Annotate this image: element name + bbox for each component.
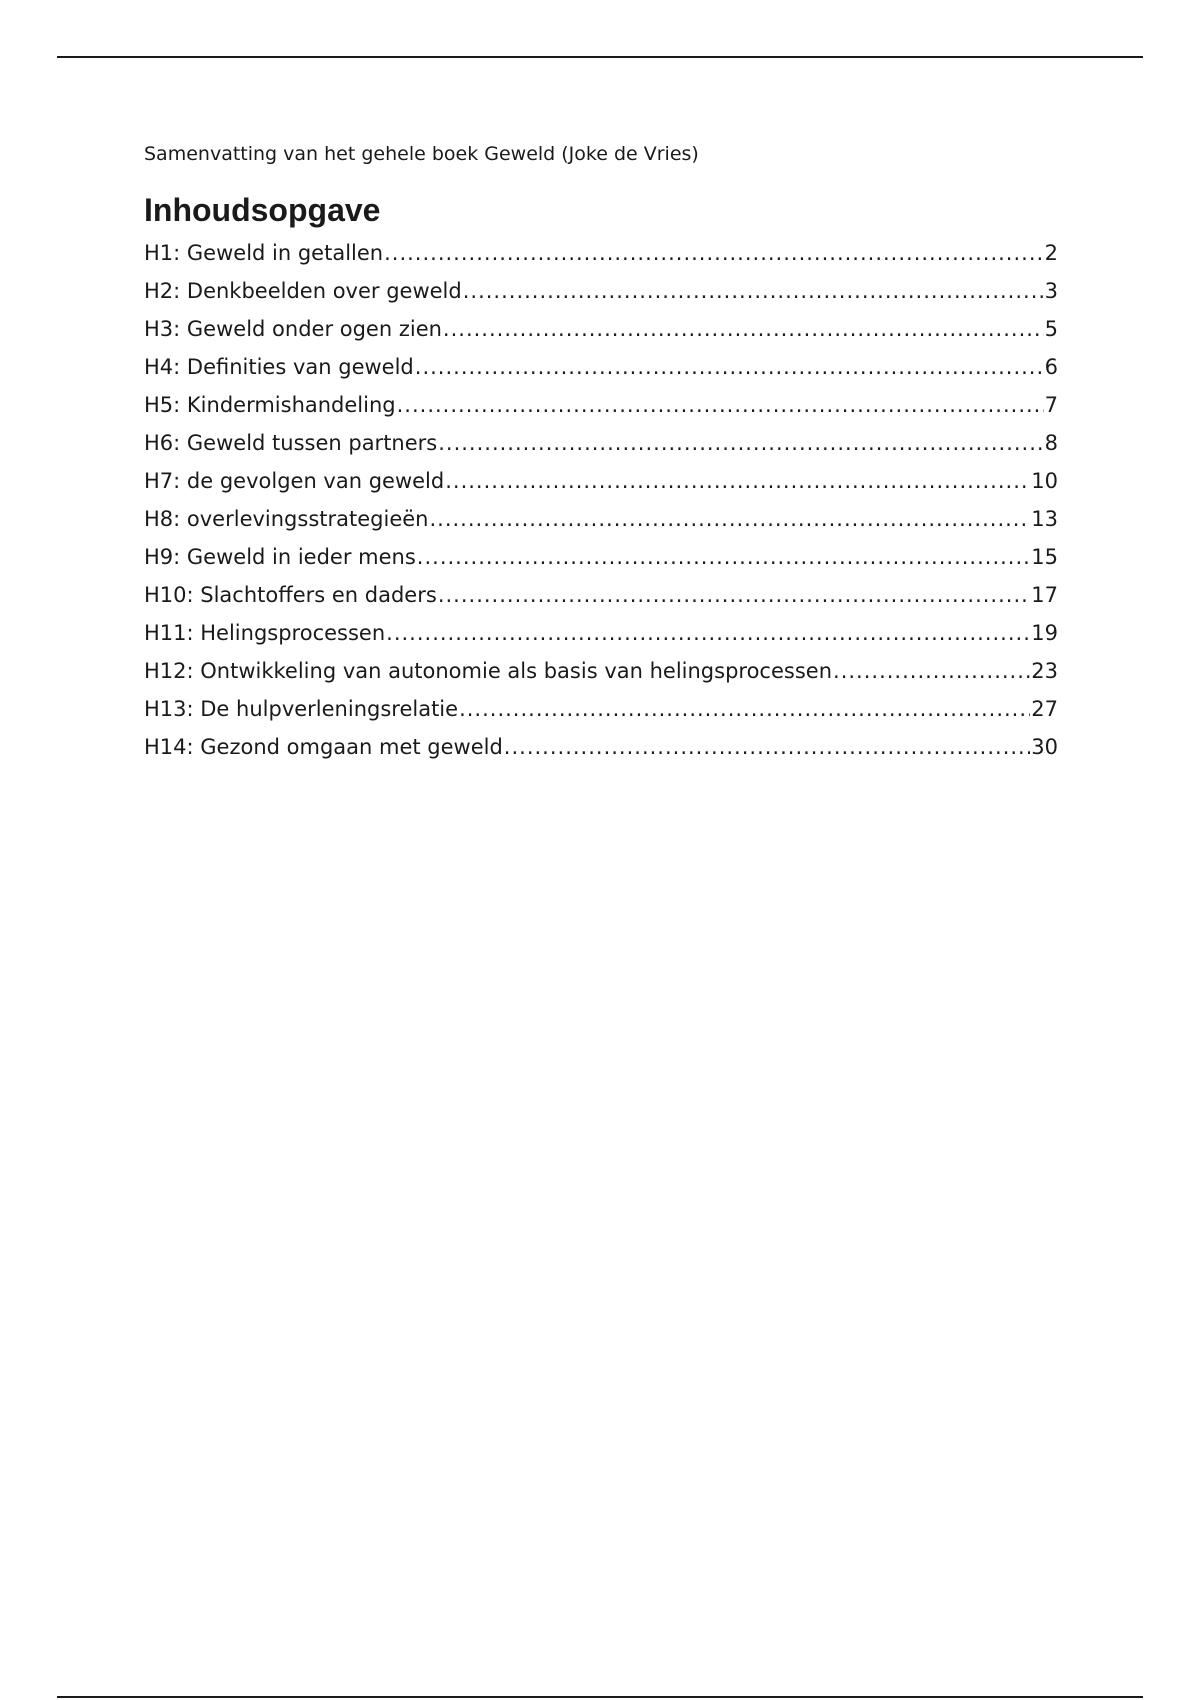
- toc-entry-page: 6: [1044, 355, 1058, 379]
- toc-entry-label: H13: De hulpverleningsrelatie: [144, 697, 459, 721]
- toc-dot-leader: [386, 614, 1030, 652]
- toc-dot-leader: [443, 310, 1044, 348]
- toc-heading: Inhoudsopgave: [144, 192, 381, 228]
- toc-entry-h11[interactable]: [144, 614, 1058, 652]
- toc-entry-page: 13: [1031, 507, 1058, 531]
- toc-entry-page: 2: [1044, 241, 1058, 265]
- toc-entry-h14[interactable]: [144, 728, 1058, 766]
- toc-entry-label: H11: Helingsprocessen: [144, 621, 386, 645]
- toc-entry-h10[interactable]: [144, 576, 1058, 614]
- toc-entry-page: 19: [1031, 621, 1058, 645]
- toc-entry-h12[interactable]: [144, 652, 1058, 690]
- toc-entry-page: 5: [1044, 317, 1058, 341]
- toc-entry-label: H10: Slachtoffers en daders: [144, 583, 437, 607]
- toc-entry-label: H5: Kindermishandeling: [144, 393, 396, 417]
- footer-rule: [57, 1696, 1143, 1698]
- toc-entry-page: 7: [1044, 393, 1058, 417]
- toc-entry-page: 3: [1044, 279, 1058, 303]
- document-subtitle: Samenvatting van het gehele boek Geweld (Joke de Vries): [144, 143, 699, 165]
- toc-entry-h2[interactable]: [144, 272, 1058, 310]
- toc-entry-h9[interactable]: [144, 538, 1058, 576]
- toc-dot-leader: [463, 272, 1044, 310]
- toc-entry-h7[interactable]: [144, 462, 1058, 500]
- toc-entry-label: H7: de gevolgen van geweld: [144, 469, 445, 493]
- toc-entry-h5[interactable]: [144, 386, 1058, 424]
- toc-entry-h3[interactable]: [144, 310, 1058, 348]
- toc-entry-h13[interactable]: [144, 690, 1058, 728]
- toc-entry-label: H1: Geweld in getallen: [144, 241, 384, 265]
- header-rule: [57, 56, 1143, 58]
- toc-entry-page: 10: [1031, 469, 1058, 493]
- toc-entry-label: H12: Ontwikkeling van autonomie als basis van helingsprocessen: [144, 659, 833, 683]
- toc-dot-leader: [384, 234, 1044, 272]
- toc-entry-label: H2: Denkbeelden over geweld: [144, 279, 462, 303]
- toc-entry-page: 8: [1044, 431, 1058, 455]
- toc-entry-h6[interactable]: [144, 424, 1058, 462]
- toc-dot-leader: [459, 690, 1030, 728]
- toc-dot-leader: [438, 424, 1043, 462]
- toc-dot-leader: [504, 728, 1030, 766]
- toc-entry-page: 30: [1031, 735, 1058, 759]
- toc-entry-label: H9: Geweld in ieder mens: [144, 545, 416, 569]
- table-of-contents: [144, 234, 1058, 766]
- toc-dot-leader: [833, 652, 1030, 690]
- toc-entry-page: 17: [1031, 583, 1058, 607]
- toc-entry-h1[interactable]: [144, 234, 1058, 272]
- toc-entry-h8[interactable]: [144, 500, 1058, 538]
- toc-entry-label: H14: Gezond omgaan met geweld: [144, 735, 503, 759]
- toc-entry-page: 15: [1031, 545, 1058, 569]
- toc-dot-leader: [429, 500, 1030, 538]
- toc-entry-label: H4: Definities van geweld: [144, 355, 414, 379]
- toc-dot-leader: [445, 462, 1030, 500]
- toc-dot-leader: [397, 386, 1044, 424]
- toc-entry-h4[interactable]: [144, 348, 1058, 386]
- toc-entry-label: H8: overlevingsstrategieën: [144, 507, 429, 531]
- toc-dot-leader: [417, 538, 1030, 576]
- toc-dot-leader: [438, 576, 1030, 614]
- page-content: [144, 140, 1058, 766]
- toc-entry-page: 27: [1031, 697, 1058, 721]
- toc-dot-leader: [415, 348, 1044, 386]
- toc-entry-page: 23: [1031, 659, 1058, 683]
- toc-entry-label: H6: Geweld tussen partners: [144, 431, 438, 455]
- toc-entry-label: H3: Geweld onder ogen zien: [144, 317, 442, 341]
